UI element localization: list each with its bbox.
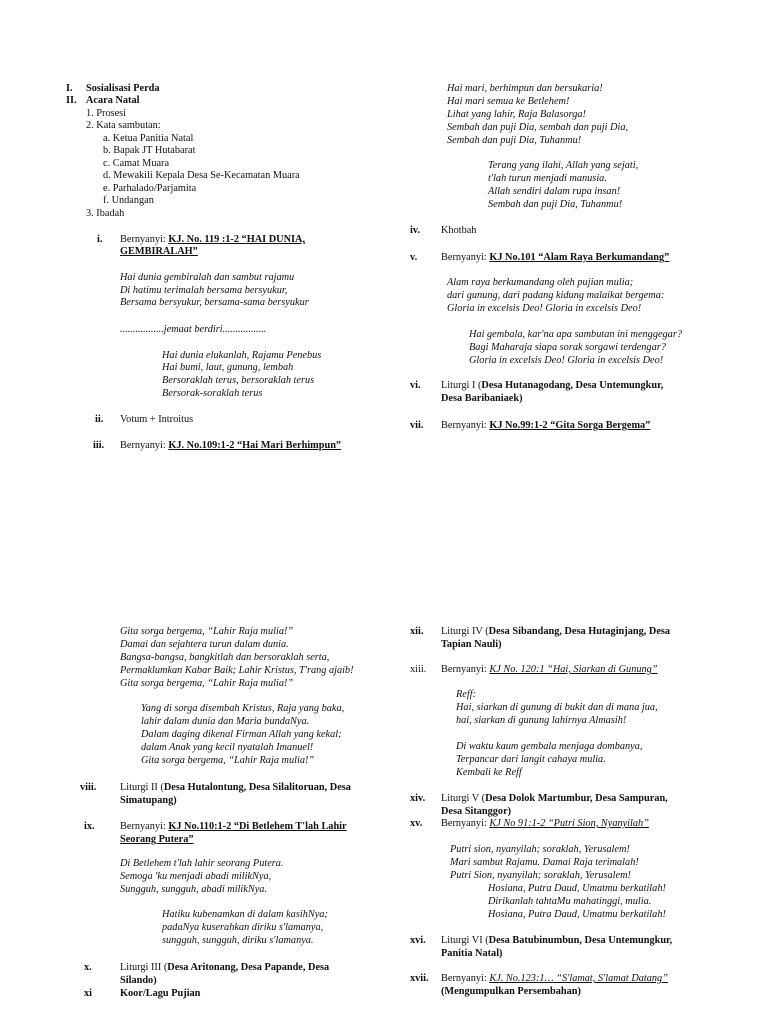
song-title: KJ No 91:1-2 “Putri Sion, Nyanyilah”: [489, 818, 649, 829]
liturgy-participants: Desa Aritonang, Desa Papande, Desa: [167, 962, 330, 973]
lyric-line: Mari sambut Rajamu. Damai Raja terimalah!: [450, 857, 639, 868]
lyric-line: Putri sion, nyanyilah; soraklah, Yerusalem!: [450, 844, 630, 855]
lyric-line: Damai dan sejahtera turun dalam dunia.: [120, 639, 289, 650]
offering-note: (Mengumpulkan Persembahan): [441, 986, 581, 997]
liturgy-line: [120, 782, 351, 794]
song-title: Seorang Putera”: [120, 834, 194, 845]
lyric-line: Gloria in excelsis Deo! Gloria in excelsis Deo!: [469, 355, 664, 366]
item-text: Khotbah: [441, 225, 477, 236]
lyric-line: Kembali ke Reff: [456, 767, 522, 778]
liturgy-line: [441, 935, 672, 947]
item-number: x.: [84, 962, 92, 973]
lyric-line: Bersoraklah terus, bersoraklah terus: [162, 375, 315, 386]
item-number: xiii.: [410, 664, 427, 675]
lyric-line: hai, siarkan di gunung lahirnya Almasih!: [456, 715, 627, 726]
item-prefix: Bernyanyi:: [441, 252, 490, 263]
liturgy-line: [120, 962, 329, 974]
lyric-line: Allah sendiri dalam rupa insan!: [488, 186, 621, 197]
item-prefix: Bernyanyi:: [441, 973, 490, 984]
item-number: xiv.: [410, 793, 426, 804]
item-number: xv.: [410, 818, 423, 829]
agenda-item: 1. Prosesi: [86, 108, 127, 119]
lyric-line: Di waktu kaum gembala menjaga dombanya,: [456, 741, 643, 752]
section-number: II.: [66, 95, 77, 106]
song-line: [120, 821, 347, 833]
song-title: KJ No.99:1-2 “Gita Sorga Bergema”: [489, 420, 651, 431]
lyric-line: Hai gembala, kar'na apa sambutan ini menggegar?: [469, 329, 682, 340]
lyric-line: Hosiana, Putra Daud, Umatmu berkatilah!: [488, 883, 666, 894]
liturgy-participants: Desa Batubinumbun, Desa Untemungkur,: [488, 935, 673, 946]
item-number: xi: [84, 988, 93, 999]
song-title: KJ. No. 119 :1-2 “HAI DUNIA,: [168, 234, 306, 245]
lyric-line: Hai dunia gembiralah dan sambut rajamu: [120, 272, 295, 283]
song-line: [120, 234, 305, 246]
item-text: Votum + Introitus: [120, 414, 194, 425]
section-title: Acara Natal: [86, 95, 140, 106]
liturgy-participants: Desa Sibandang, Desa Hutaginjang, Desa: [488, 626, 671, 637]
item-prefix: Liturgi II (: [120, 782, 164, 793]
sambutan-item: c. Camat Muara: [103, 158, 170, 169]
lyric-line: Gita sorga bergema, “Lahir Raja mulia!”: [141, 755, 315, 766]
sambutan-item: e. Parhalado/Parjamita: [103, 183, 197, 194]
item-number: xvii.: [410, 973, 429, 984]
lyric-line: Bersorak-soraklah terus: [162, 388, 263, 399]
item-number: iv.: [410, 225, 421, 236]
sambutan-item: f. Undangan: [103, 195, 154, 206]
lyric-line: Bagi Maharaja siapa sorak sorgawi terdengar?: [469, 342, 666, 353]
lyric-line: Di hatimu terimalah bersama bersyukur,: [120, 285, 288, 296]
liturgy-line: [441, 793, 668, 805]
item-prefix: Bernyanyi:: [120, 821, 169, 832]
lyric-line: Hai mari semua ke Betlehem!: [447, 96, 570, 107]
lyric-line: Hai dunia elukanlah, Rajamu Penebus: [162, 350, 322, 361]
lyric-line: Semoga 'ku menjadi abadi milikNya,: [120, 871, 272, 882]
item-prefix: Liturgi IV (: [441, 626, 489, 637]
lyric-line: Terpancar dari langit cahaya mulia.: [456, 754, 606, 765]
song-line: [441, 818, 649, 830]
item-prefix: Liturgi V (: [441, 793, 486, 804]
section-title: Sosialisasi Perda: [86, 83, 160, 94]
liturgy-participants: Desa Baribaniaek): [441, 393, 523, 404]
liturgy-participants: Desa Hutalontung, Desa Silalitoruan, Desa: [163, 782, 351, 793]
lyric-line: Yang di sorga disembah Kristus, Raja yang baka,: [141, 703, 345, 714]
song-line: [441, 420, 650, 432]
liturgy-participants: Tapian Nauli): [441, 639, 502, 650]
lyric-line: Hai, siarkan di gunung di bukit dan di mana jua,: [456, 702, 658, 713]
item-number: xii.: [410, 626, 424, 637]
instruction-text: .................jemaat berdiri.................: [120, 324, 267, 335]
lyric-line: t'lah turun menjadi manusia.: [488, 173, 607, 184]
item-prefix: Bernyanyi:: [120, 440, 169, 451]
item-number: viii.: [80, 782, 97, 793]
lyric-line: lahir dalam dunia dan Maria bundaNya.: [141, 716, 310, 727]
lyric-line: dalam Anak yang kecil nyatalah Imanuel!: [141, 742, 314, 753]
lyric-line: Permaklumkan Kabar Baik; Lahir Kristus, T'rang ajaib!: [120, 665, 354, 676]
liturgy-participants: Silando): [120, 975, 157, 986]
lyric-line: Dalam daging dikenal Firman Allah yang kekal;: [141, 729, 342, 740]
lyric-line: Bangsa-bangsa, bangkitlah dan bersoraklah serta,: [120, 652, 330, 663]
song-line: [441, 973, 668, 985]
item-number: vii.: [410, 420, 424, 431]
song-title: KJ No.110:1-2 “Di Betlehem T'lah Lahir: [168, 821, 347, 832]
item-number: i.: [97, 234, 103, 245]
liturgy-participants: Simatupang): [120, 795, 177, 806]
item-prefix: Liturgi VI (: [441, 935, 489, 946]
lyric-line: Gloria in excelsis Deo! Gloria in excelsis Deo!: [447, 303, 642, 314]
lyric-line: sungguh, sungguh, diriku s'lamanya.: [162, 935, 314, 946]
liturgy-participants: Panitia Natal): [441, 948, 503, 959]
item-prefix: Bernyanyi:: [441, 818, 490, 829]
lyric-line: Gita sorga bergema, “Lahir Raja mulia!”: [120, 626, 294, 637]
item-number: ix.: [84, 821, 95, 832]
liturgy-line: [441, 380, 663, 392]
lyric-line: Bersama bersyukur, bersama-sama bersyukur: [120, 297, 309, 308]
song-title: KJ No. 120:1 “Hai, Siarkan di Gunung”: [489, 664, 658, 675]
lyric-line: Sembah dan puji Dia, sembah dan puji Dia,: [447, 122, 629, 133]
sambutan-item: d. Mewakili Kepala Desa Se-Kecamatan Muara: [103, 170, 300, 181]
item-prefix: Liturgi I (: [441, 380, 482, 391]
lyric-line: Hatiku kubenamkan di dalam kasihNya;: [162, 909, 328, 920]
agenda-item: 2. Kata sambutan:: [86, 120, 161, 131]
sambutan-item: a. Ketua Panitia Natal: [103, 133, 194, 144]
sambutan-item: b. Bapak JT Hutabarat: [103, 145, 196, 156]
lyric-line: Putri Sion, nyanyilah; soraklah, Yerusalem!: [450, 870, 631, 881]
lyric-line: Reff:: [456, 689, 477, 700]
song-line: [441, 664, 658, 676]
agenda-item: 3. Ibadah: [86, 208, 125, 219]
liturgy-participants: Desa Hutanagodang, Desa Untemungkur,: [481, 380, 664, 391]
lyric-line: Alam raya berkumandang oleh pujian mulia;: [447, 277, 634, 288]
liturgy-participants: Desa Dolok Martumbur, Desa Sampuran,: [485, 793, 668, 804]
item-text: Koor/Lagu Pujian: [120, 988, 201, 999]
item-number: ii.: [95, 414, 104, 425]
lyric-line: Di Betlehem t'lah lahir seorang Putera.: [120, 858, 284, 869]
lyric-line: Hosiana, Putra Daud, Umatmu berkatilah!: [488, 909, 666, 920]
item-prefix: Liturgi III (: [120, 962, 168, 973]
song-title: GEMBIRALAH”: [120, 246, 198, 257]
item-prefix: Bernyanyi:: [441, 420, 490, 431]
section-number: I.: [66, 83, 73, 94]
lyric-line: Gita sorga bergema, “Lahir Raja mulia!”: [120, 678, 294, 689]
item-prefix: Bernyanyi:: [441, 664, 490, 675]
lyric-line: Sembah dan puji Dia, Tuhanmu!: [488, 199, 623, 210]
lyric-line: dari gunung, dari padang kidung malaikat bergema:: [447, 290, 665, 301]
lyric-line: padaNya kuserahkan diriku s'lamanya,: [162, 922, 324, 933]
item-number: vi.: [410, 380, 421, 391]
lyric-line: Hai bumi, laut, gunung, lembah: [162, 362, 294, 373]
lyric-line: Dirikanlah tahtaMu mahatinggi, mulia.: [488, 896, 652, 907]
song-line: [441, 252, 669, 264]
item-number: iii.: [93, 440, 105, 451]
item-prefix: Bernyanyi:: [120, 234, 169, 245]
liturgy-line: [441, 626, 670, 638]
lyric-line: Hai mari, berhimpun dan bersukaria!: [447, 83, 603, 94]
song-line: [120, 440, 341, 452]
liturgy-participants: Desa Sitanggor): [441, 806, 512, 817]
lyric-line: Terang yang ilahi, Allah yang sejati,: [488, 160, 639, 171]
lyric-line: Sembah dan puji Dia, Tuhanmu!: [447, 135, 582, 146]
item-number: v.: [410, 252, 418, 263]
song-title: KJ No.101 “Alam Raya Berkumandang”: [489, 252, 670, 263]
song-title: KJ. No.109:1-2 “Hai Mari Berhimpun”: [168, 440, 342, 451]
lyric-line: Lihat yang lahir, Raja Balasorga!: [447, 109, 586, 120]
song-title: KJ. No.123:1… “S'lamat, S'lamat Datang”: [489, 973, 668, 984]
item-number: xvi.: [410, 935, 426, 946]
lyric-line: Sungguh, sungguh, abadi milikNya.: [120, 884, 268, 895]
